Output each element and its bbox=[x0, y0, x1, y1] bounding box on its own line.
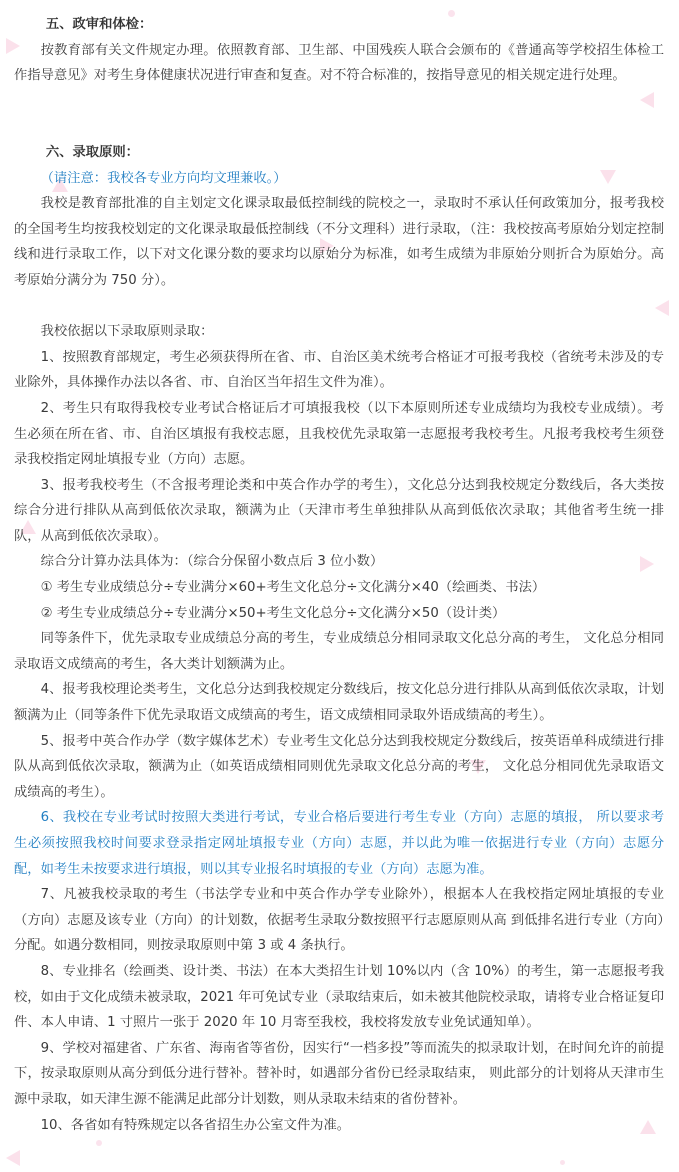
rule-1: 1、按照教育部规定，考生必须获得所在省、市、自治区美术统考合格证才可报考我校（省统考未涉及的专业除外，具体操作办法以各省、市、自治区当年招生文件为准）。 bbox=[14, 349, 664, 391]
rule-4: 4、报考我校理论类考生，文化总分达到我校规定分数线后，按文化总分进行排队从高到低依次录取，计划额满为止（同等条件下优先录取语文成绩高的考生，语文成绩相同录取外语成绩高的考生）。 bbox=[14, 682, 664, 724]
spacer bbox=[14, 89, 664, 115]
rule-6: 6、我校在专业考试时按照大类进行考试，专业合格后要进行考生专业（方向）志愿的填报， 所以要求考生必须按照我校时间要求登录指定网址填报专业（方向）志愿，并以此为唯一依据进行专业（方向）志愿分配，如考生未按要求进行填报，则以其专业报名时填报的专业（方向）志愿为准。 bbox=[14, 810, 664, 877]
rule-3-tiebreak: 同等条件下，优先录取专业成绩总分高的考生，专业成绩总分相同录取文化总分高的考生， 文化总分相同录取语文成绩高的考生，各大类计划额满为止。 bbox=[14, 631, 664, 672]
section-6-heading: 六、录取原则： bbox=[45, 144, 139, 160]
rule-10: 10、各省如有特殊规定以各省招生办公室文件为准。 bbox=[40, 1117, 351, 1133]
section-5-paragraph: 按教育部有关文件规定办理。依照教育部、卫生部、中国残疾人联合会颁布的《普通高等学校招生体检工作指导意见》对考生身体健康状况进行审查和复查。对不符合标准的，按指导意见的相关规定进行处理。 bbox=[14, 42, 664, 84]
decoration-dot bbox=[96, 1140, 102, 1146]
rule-8: 8、专业排名（绘画类、设计类、书法）在本大类招生计划 10%以内（含 10%）的考生，第一志愿报考我校，如由于文化成绩未被录取，2021 年可免试专业（录取结束后，如未被其他院校录取，请将专业合格证复印件、本人申请、1 寸照片一张于 2020 年 10 月寄至我校，我校将发放专业免试通知单）。 bbox=[14, 963, 664, 1031]
section-5-heading: 五、政审和体检： bbox=[45, 17, 153, 32]
spacer bbox=[14, 114, 664, 140]
decoration-dot bbox=[560, 1160, 565, 1165]
document-body bbox=[14, 12, 664, 1138]
admission-basis: 我校依据以下录取原则录取： bbox=[40, 324, 214, 340]
rule-7: 7、凡被我校录取的考生（书法学专业和中英合作办学专业除外），根据本人在我校指定网址填报的专业（方向）志愿及该专业（方向）的计划数，依据考生录取分数按照平行志愿原则从高 到低排名进行专业（方向）分配。如遇分数相同，则按录取原则中第 3 或 4 条执行。 bbox=[14, 887, 664, 954]
section-6-note: （请注意：我校各专业方向均文理兼收。） bbox=[40, 170, 287, 186]
spacer bbox=[14, 294, 664, 320]
rule-3-formula-1: ① 考生专业成绩总分÷专业满分×60+考生文化总分÷文化满分×40（绘画类、书法） bbox=[40, 580, 546, 596]
section-6-intro: 我校是教育部批准的自主划定文化课录取最低控制线的院校之一，录取时不承认任何政策加分，报考我校的全国考生均按我校划定的文化课录取最低控制线（不分文理科）进行录取，（注：我校按高考原始分划定控制线和进行录取工作，以下对文化课分数的要求均以原始分为标准，如考生成绩为非原始分则折合为原始分。高考原始分满分为 750 分）。 bbox=[14, 196, 664, 288]
rule-3-calc: 综合分计算办法具体为：（综合分保留小数点后 3 位小数） bbox=[40, 554, 384, 570]
decoration-triangle bbox=[6, 1150, 20, 1166]
rule-3: 3、报考我校考生（不含报考理论类和中英合作办学的考生），文化总分达到我校规定分数线后，各大类按综合分进行排队从高到低依次录取，额满为止（天津市考生单独排队从高到低依次录取；其他省考生统一排队，从高到低依次录取）。 bbox=[14, 477, 664, 544]
rule-2: 2、考生只有取得我校专业考试合格证后才可填报我校（以下本原则所述专业成绩均为我校专业成绩）。考生必须在所在省、市、自治区填报有我校志愿，且我校优先录取第一志愿报考我校考生。凡报考我校考生须登录我校指定网址填报专业（方向）志愿。 bbox=[14, 400, 664, 468]
rule-9: 9、学校对福建省、广东省、海南省等省份，因实行“一档多投”等而流失的拟录取计划，在时间允许的前提下，按录取原则从高分到低分进行替补。替补时，如遇部分省份已经录取结束， 则此部分的计划将从天津市生源中录取，如天津生源不能满足此部分计划数，则从录取未结束的省份替补。 bbox=[14, 1040, 664, 1107]
rule-5: 5、报考中英合作办学（数字媒体艺术）专业考生文化总分达到我校规定分数线后，按英语单科成绩进行排队从高到低依次录取，额满为止（如英语成绩相同则优先录取文化总分高的考生， 文化总分相同优先录取语文成绩高的考生）。 bbox=[14, 733, 664, 800]
rule-3-formula-2: ② 考生专业成绩总分÷专业满分×50+考生文化总分÷文化满分×50（设计类） bbox=[40, 605, 506, 621]
